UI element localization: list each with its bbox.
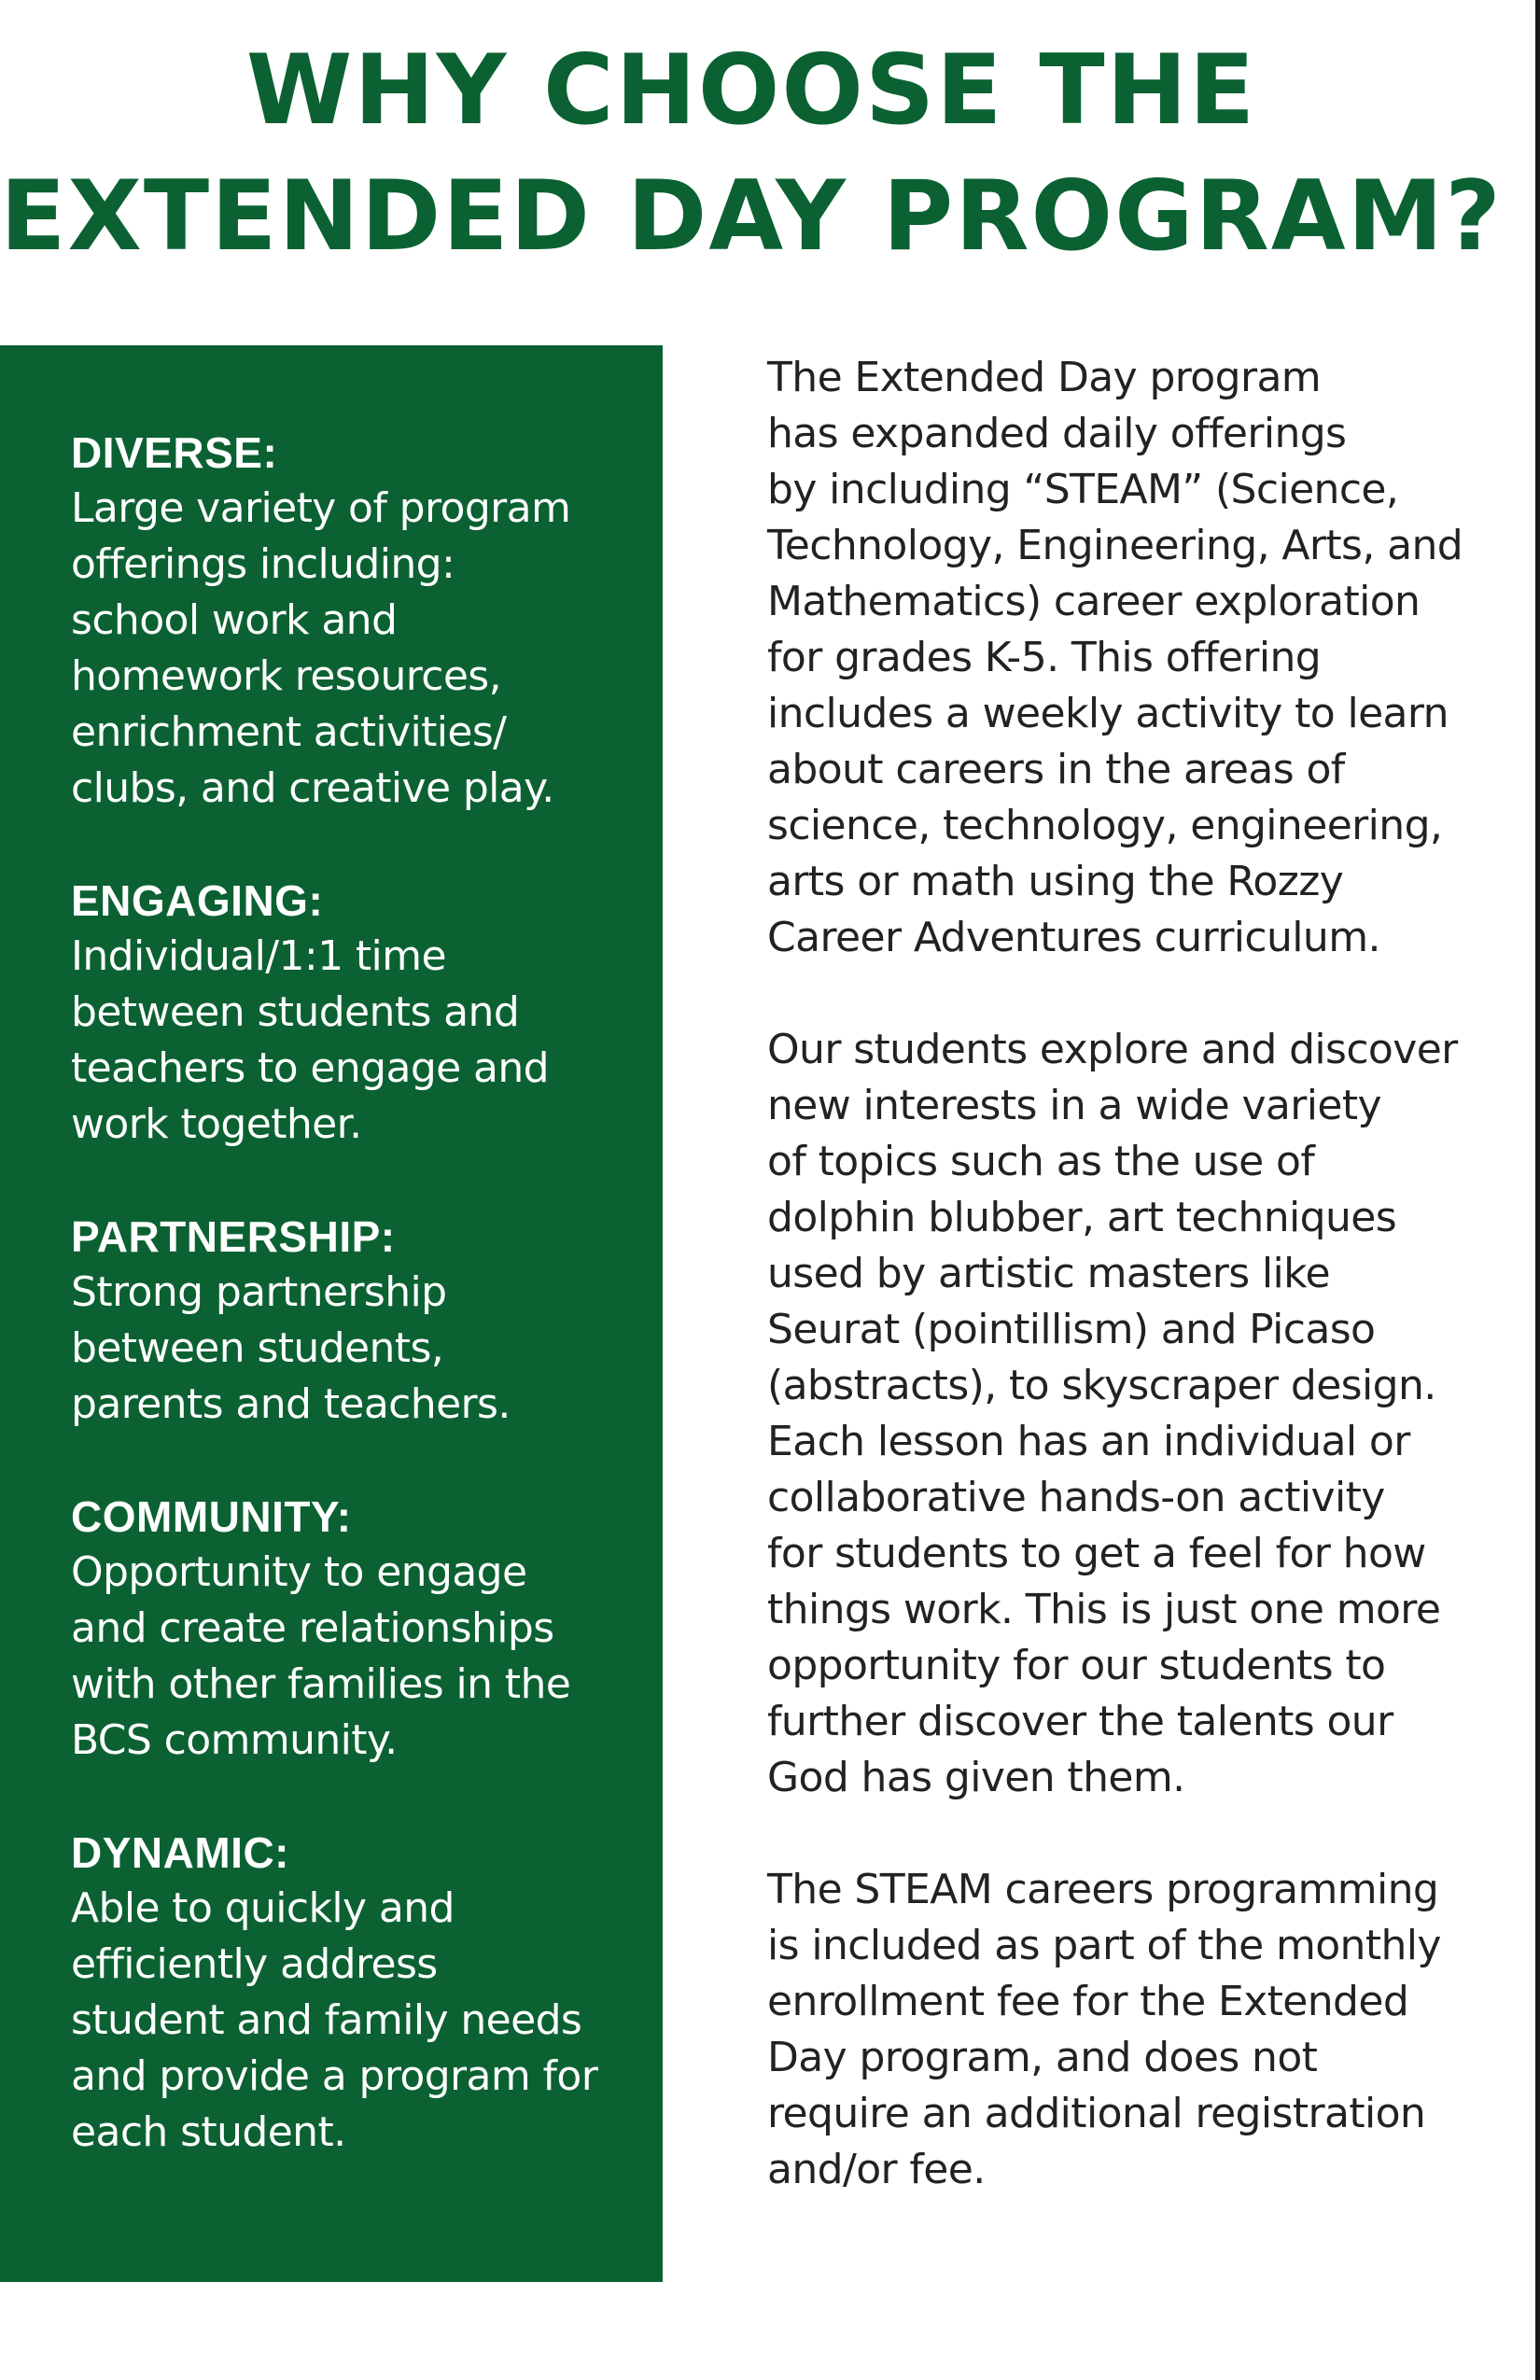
program-description bbox=[767, 350, 1533, 2254]
feature-heading: PARTNERSHIP: bbox=[71, 1212, 396, 1261]
feature-description: Opportunity to engage and create relationships with other families in the BCS community. bbox=[71, 1548, 571, 1764]
feature-heading: COMMUNITY: bbox=[71, 1492, 352, 1541]
paragraph-steam-offering: The Extended Day program has expanded daily offerings by including “STEAM” (Science, Technology, Engineering, Arts, and Mathematics) career exploration for grades K-5. This offering includes a weekly activity to learn about careers in the areas of science, technology, engineering, arts or math using the Rozzy Career Adventures curriculum. bbox=[767, 354, 1463, 961]
paragraph-student-exploration: Our students explore and discover new interests in a wide variety of topics such as the use of dolphin blubber, art techniques used by artistic masters like Seurat (pointillism) and Picaso (abstracts), to skyscraper design. Each lesson has an individual or collaborative hands-on activity for students to get a feel for how things work. This is just one more opportunity for our students to further discover the talents our God has given them. bbox=[767, 1026, 1458, 1801]
page-title-line-1: WHY CHOOSE THE bbox=[245, 35, 1257, 147]
paragraph-enrollment-fee: The STEAM careers programming is included as part of the monthly enrollment fee for the Extended Day program, and does not require an additional registration and/or fee. bbox=[767, 1866, 1441, 2193]
page-edge-rule bbox=[1535, 0, 1540, 2380]
page-title bbox=[0, 28, 1503, 280]
feature-community bbox=[71, 1489, 650, 1769]
feature-diverse bbox=[71, 425, 650, 817]
feature-heading: DIVERSE: bbox=[71, 428, 278, 477]
feature-dynamic bbox=[71, 1825, 650, 2161]
feature-engaging bbox=[71, 873, 650, 1153]
features-list bbox=[71, 425, 650, 2217]
feature-heading: ENGAGING: bbox=[71, 876, 324, 925]
feature-description: Able to quickly and efficiently address student and family needs and provide a program for each student. bbox=[71, 1884, 598, 2156]
feature-description: Strong partnership between students, parents and teachers. bbox=[71, 1268, 511, 1428]
feature-heading: DYNAMIC: bbox=[71, 1828, 289, 1877]
feature-description: Individual/1:1 time between students and teachers to engage and work together. bbox=[71, 932, 550, 1148]
feature-partnership bbox=[71, 1209, 650, 1433]
page-title-line-2: EXTENDED DAY PROGRAM? bbox=[0, 161, 1503, 273]
feature-description: Large variety of program offerings including: school work and homework resources, enrichment activities/ clubs, and creative play. bbox=[71, 484, 571, 812]
